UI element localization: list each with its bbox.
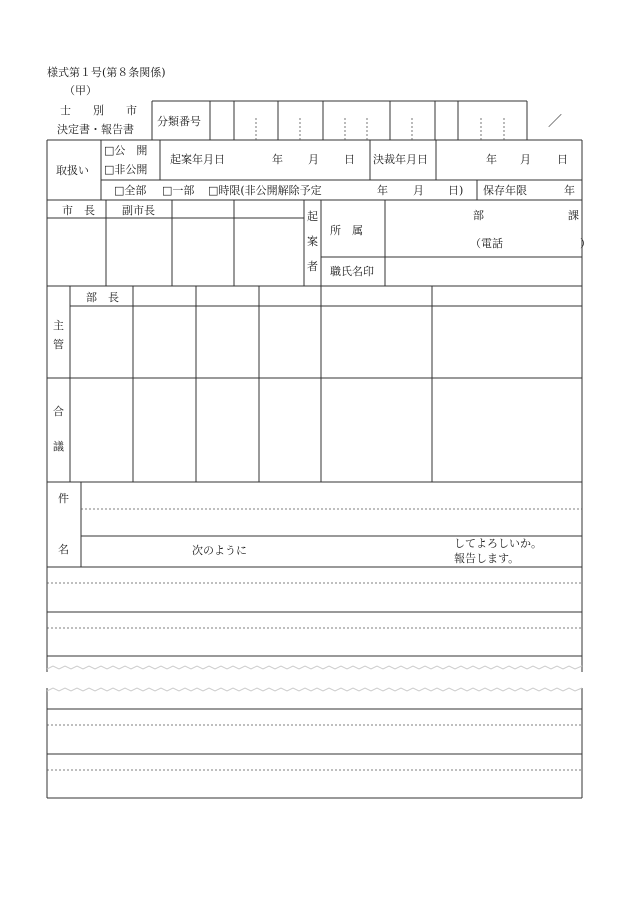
name-seal-label: 職氏名印: [330, 265, 374, 278]
unlock-month: 月: [413, 184, 424, 197]
handling-label: 取扱い: [56, 164, 89, 177]
part-checkbox[interactable]: □一部: [162, 184, 195, 197]
decision-month: 月: [520, 153, 531, 166]
doc-type: 決定書・報告書: [57, 123, 134, 136]
draft-year: 年: [272, 153, 283, 166]
affiliation-label: 所 属: [330, 224, 363, 237]
draft-month: 月: [308, 153, 319, 166]
decision-day: 日: [557, 153, 568, 166]
draft-day: 日: [344, 153, 355, 166]
ok-question-text: してよろしいか。: [454, 537, 542, 550]
shukan-char: 管: [53, 338, 64, 351]
as-follows-text: 次のように: [192, 544, 247, 557]
decision-year: 年: [486, 153, 497, 166]
mayor-label: 市 長: [62, 204, 95, 217]
drafter-char: 案: [307, 235, 318, 248]
slash-mark: ／: [548, 114, 562, 130]
limited-checkbox[interactable]: □時限(非公開解除予定: [208, 184, 322, 197]
unlock-year: 年: [377, 184, 388, 197]
drafter-char: 者: [307, 260, 318, 273]
all-checkbox[interactable]: □全部: [114, 184, 147, 197]
private-checkbox[interactable]: □非公開: [104, 163, 148, 176]
ka-label: 課: [568, 209, 579, 222]
unlock-day: 日): [448, 184, 464, 197]
bucho-label: 部 長: [86, 291, 119, 304]
drafter-char: 起: [307, 210, 318, 223]
deputy-mayor-label: 副市長: [122, 204, 155, 217]
ken-char: 件: [58, 492, 69, 505]
phone-label: （電話 ）: [470, 237, 591, 250]
decision-date-label: 決裁年月日: [373, 153, 428, 166]
shukan-char: 主: [53, 319, 64, 332]
retention-year: 年: [564, 184, 575, 197]
form-number: 様式第１号(第８条関係): [47, 66, 166, 79]
public-checkbox[interactable]: □公 開: [104, 144, 148, 157]
gougi-char: 合: [53, 405, 64, 418]
city-char: 士: [60, 104, 71, 117]
draft-date-label: 起案年月日: [170, 153, 225, 166]
city-char: 市: [126, 104, 137, 117]
bu-label: 部: [473, 209, 484, 222]
report-text: 報告します。: [454, 552, 520, 565]
mei-char: 名: [58, 543, 69, 556]
gougi-char: 議: [53, 440, 64, 453]
form-sub: （甲）: [64, 84, 97, 97]
city-char: 別: [93, 104, 104, 117]
retention-label: 保存年限: [483, 184, 527, 197]
class-no-label: 分類番号: [157, 115, 201, 128]
